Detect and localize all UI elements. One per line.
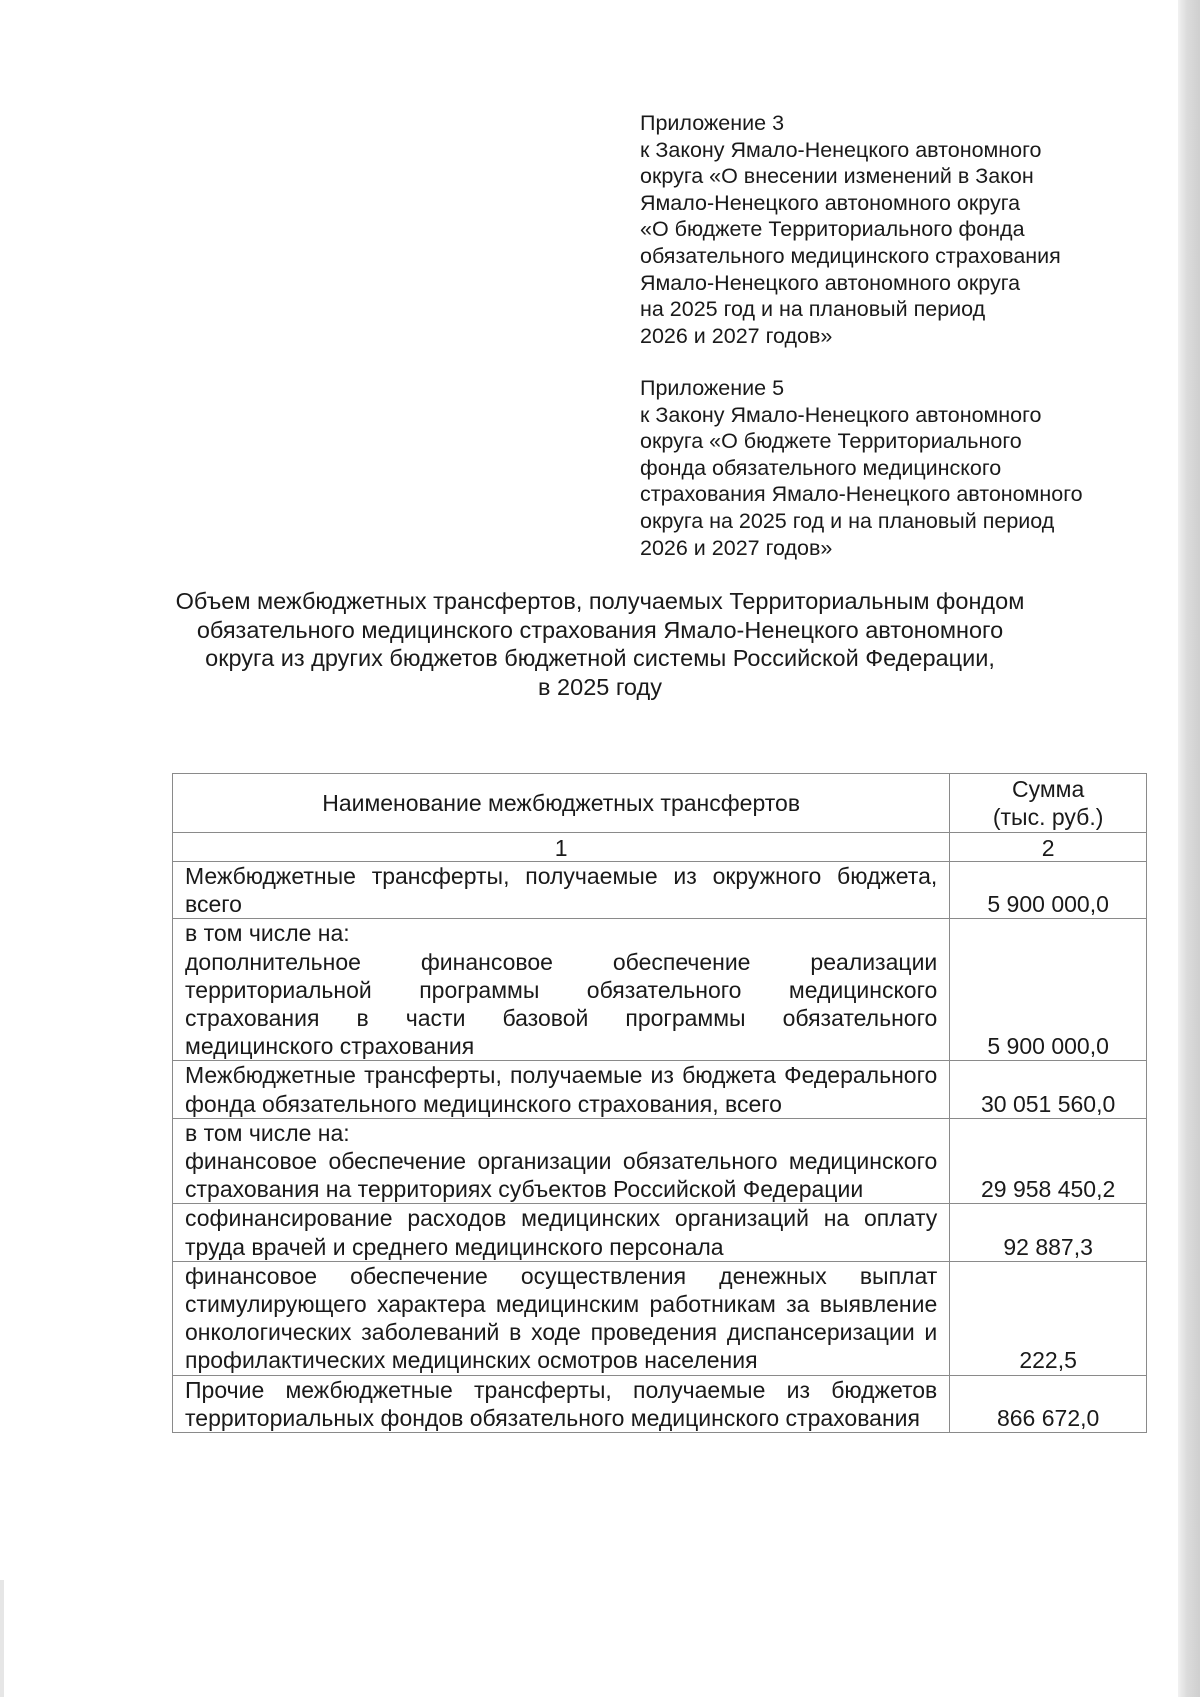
row-name-cell [173,1261,950,1375]
row-name-cell [173,1118,950,1204]
row-text: Межбюджетные трансферты, получаемые из окружного бюджета, всего [185,863,938,918]
table-row [173,1261,1147,1375]
table-header-row [173,774,1147,833]
scan-edge-shadow [1178,0,1200,1697]
appendix-5-line: 2026 и 2027 годов» [640,535,833,560]
appendix-5-block [640,375,1160,561]
row-text: Прочие межбюджетные трансферты, получаемые из бюджетов территориальных фондов обязательного медицинского страхования [185,1376,938,1431]
scan-edge-mark [0,1580,4,1697]
row-text: дополнительное финансовое обеспечение реализации территориальной программы обязательного медицинского страхования в части базовой программы обязательного медицинского страхования [185,948,938,1060]
table-row [173,919,1147,1061]
column-number-row [173,833,1147,862]
appendix-5-line: округа «О бюджете Территориального [640,429,1022,454]
appendix-3-line: к Закону Ямало-Ненецкого автономного [640,137,1042,162]
row-text: финансовое обеспечение организации обязательного медицинского страхования на территориях субъектов Российской Федерации [185,1148,938,1203]
table-row [173,862,1147,919]
table-row [173,1061,1147,1118]
row-name-cell [173,919,950,1061]
header-sum-label: Сумма (тыс. руб.) [992,775,1104,830]
appendix-3-line: 2026 и 2027 годов» [640,323,833,348]
row-sum-cell: 92 887,3 [950,1204,1147,1261]
appendix-5-line: округа на 2025 год и на плановый период [640,508,1055,533]
row-text: финансовое обеспечение осуществления денежных выплат стимулирующего характера медицинским работникам за выявление онкологических заболеваний в ходе проведения диспансеризации и профилактических медицинских осмотров населения [185,1262,938,1374]
row-text: в том числе на: [185,1119,350,1146]
appendix-5-line: к Закону Ямало-Ненецкого автономного [640,402,1042,427]
row-sum-cell: 29 958 450,2 [950,1118,1147,1204]
row-text: софинансирование расходов медицинских организаций на оплату труда врачей и среднего медицинского персонала [185,1205,938,1260]
row-sum-cell: 866 672,0 [950,1375,1147,1432]
title-line: в 2025 году [538,673,662,700]
table-row [173,1118,1147,1204]
header-name-cell: Наименование межбюджетных трансфертов [173,774,950,833]
header-sum-cell [950,774,1147,833]
appendix-3-line: обязательного медицинского страхования [640,243,1061,268]
title-line: обязательного медицинского страхования Ямало-Ненецкого автономного [196,616,1004,643]
appendix-5-line: страхования Ямало-Ненецкого автономного [640,482,1083,507]
row-name-cell [173,1204,950,1261]
row-name-cell [173,1375,950,1432]
title-line: Объем межбюджетных трансфертов, получаемых Территориальным фондом [175,588,1025,614]
document-title [150,587,1050,701]
row-text: Межбюджетные трансферты, получаемые из бюджета Федерального фонда обязательного медицинского страхования, всего [185,1062,938,1117]
appendix-3-line: Ямало-Ненецкого автономного округа [640,270,1021,295]
table-row [173,1375,1147,1432]
row-sum-cell: 5 900 000,0 [950,862,1147,919]
table-row [173,1204,1147,1261]
appendix-5-line: Приложение 5 [640,376,785,400]
appendix-5-line: фонда обязательного медицинского [640,455,1002,480]
row-name-cell [173,862,950,919]
column-number-1: 1 [173,833,950,862]
row-text: в том числе на: [185,920,350,947]
appendix-3-line: «О бюджете Территориального фонда [640,217,1025,242]
appendix-3-line: Ямало-Ненецкого автономного округа [640,190,1021,215]
appendix-3-block [640,110,1160,349]
row-sum-cell: 5 900 000,0 [950,919,1147,1061]
appendix-3-line: округа «О внесении изменений в Закон [640,164,1034,189]
row-name-cell [173,1061,950,1118]
row-sum-cell: 222,5 [950,1261,1147,1375]
column-number-2: 2 [950,833,1147,862]
appendix-3-line: на 2025 год и на плановый период [640,297,986,322]
appendix-3-line: Приложение 3 [640,111,785,135]
transfers-table [172,773,1147,1433]
row-sum-cell: 30 051 560,0 [950,1061,1147,1118]
title-line: округа из других бюджетов бюджетной системы Российской Федерации, [205,645,995,671]
